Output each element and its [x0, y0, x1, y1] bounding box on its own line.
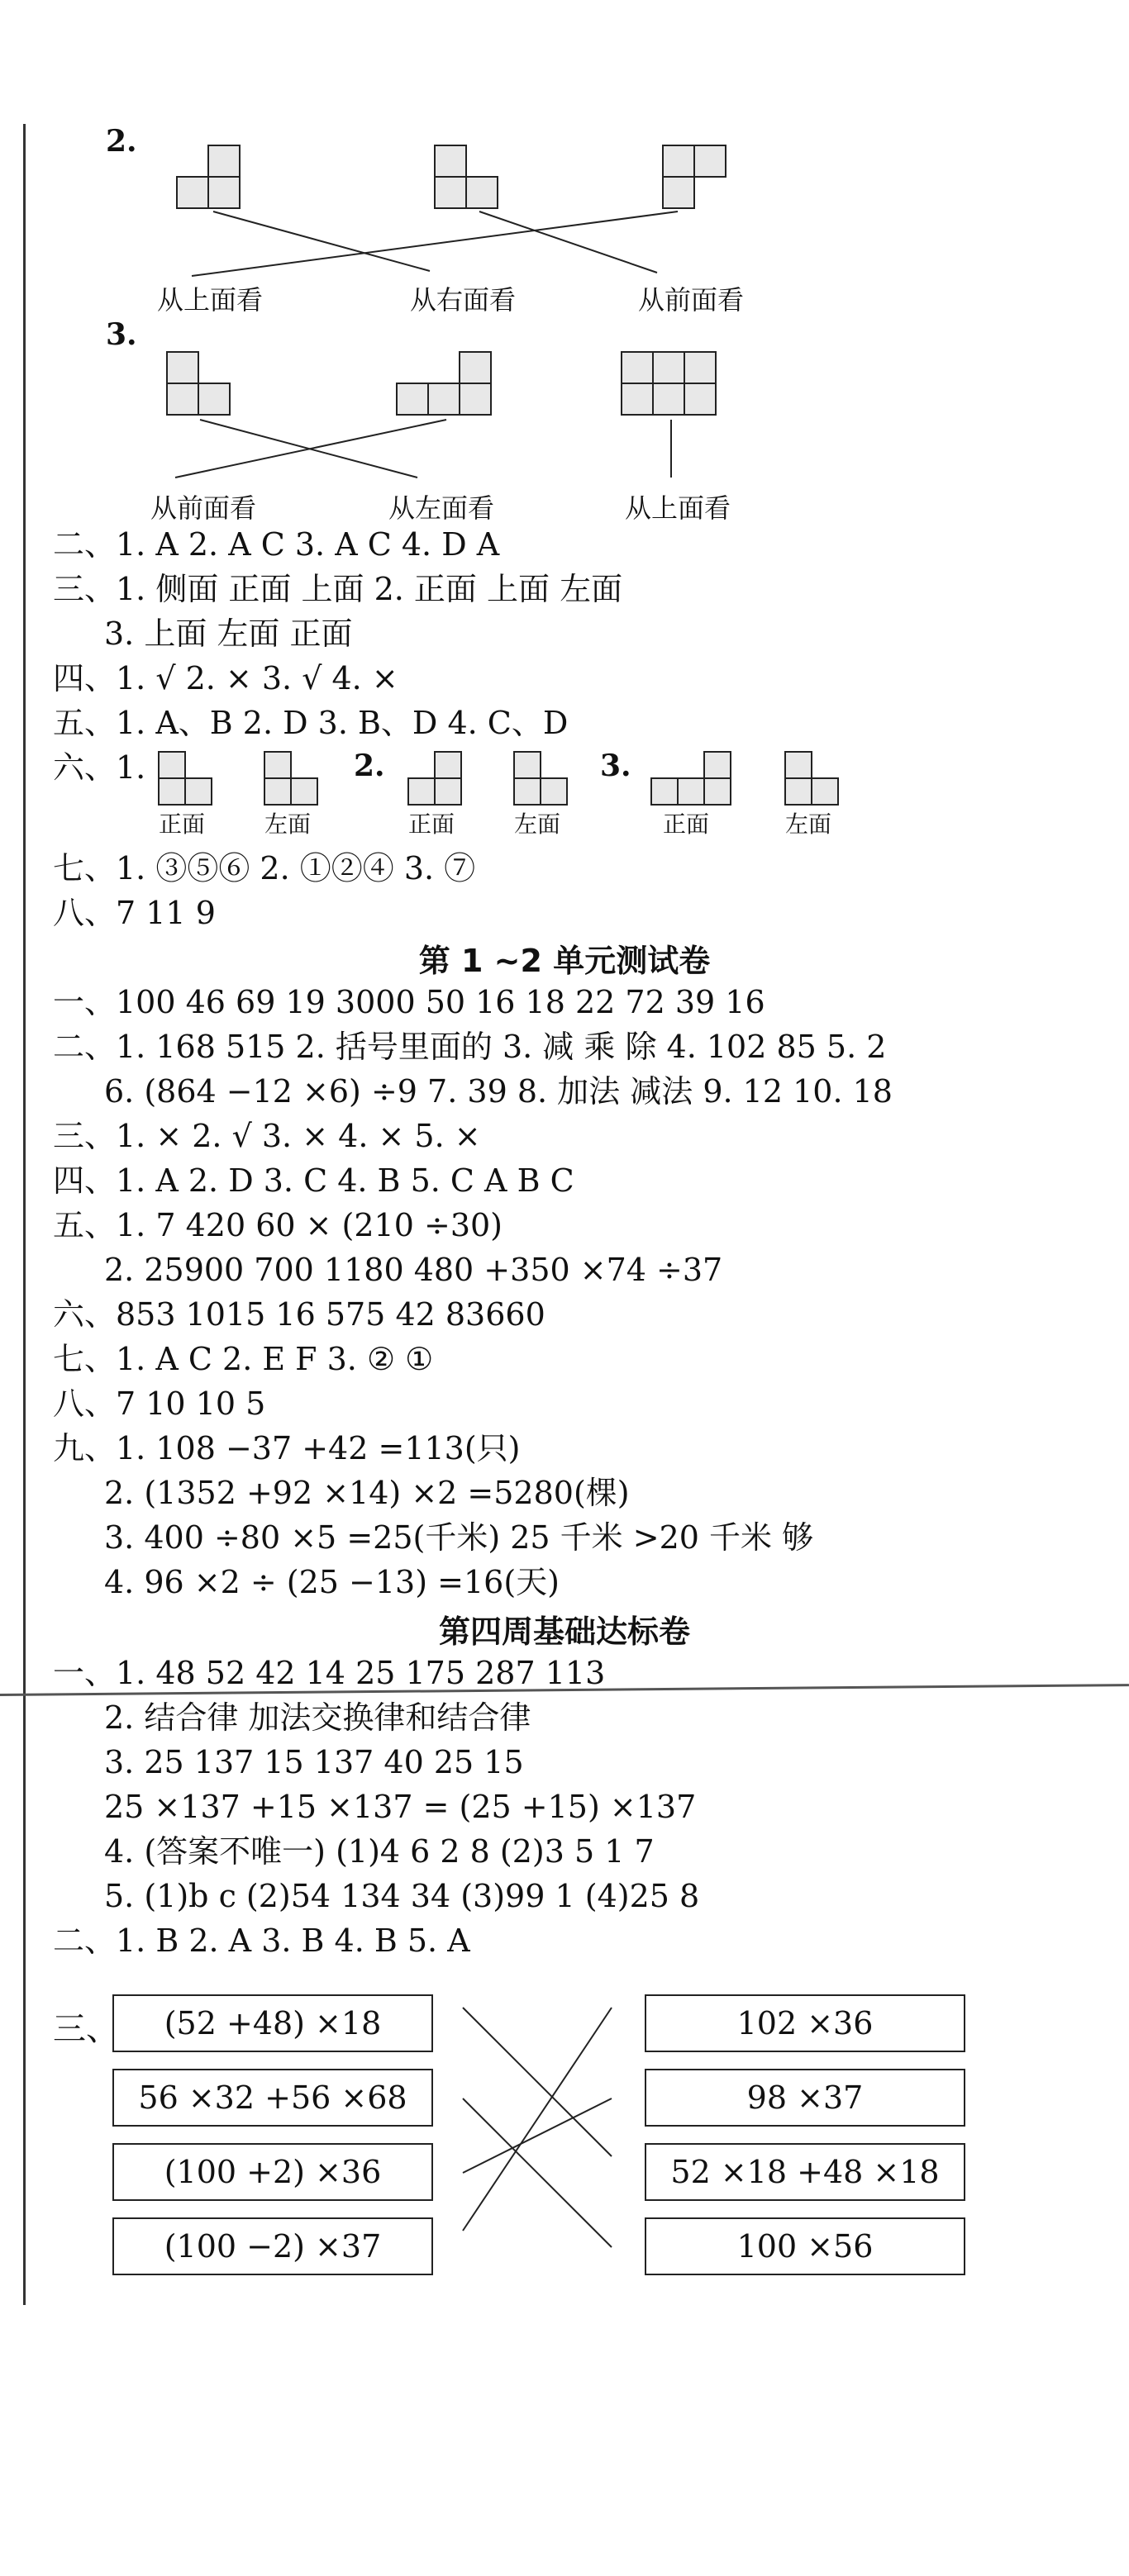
answer-line: 四、1. A 2. D 3. C 4. B 5. C A B C: [53, 1162, 574, 1199]
item3-label-left: 从左面看: [388, 492, 495, 524]
liu-label: 正面: [663, 810, 710, 838]
liu-shapes: [159, 752, 838, 805]
shape-3a: [167, 352, 230, 415]
liu-label: 正面: [408, 810, 455, 838]
right-expression-box: 102 ×36: [645, 1994, 965, 2052]
answer-line: 2. 25900 700 1180 480 +350 ×74 ÷37: [104, 1252, 723, 1288]
answer-line: 二、1. 168 515 2. 括号里面的 3. 减 乘 除 4. 102 85 5. 2: [53, 1029, 887, 1065]
answer-line: 一、100 46 69 19 3000 50 16 18 22 72 39 16: [53, 984, 765, 1020]
right-expression-box: 100 ×56: [645, 2217, 965, 2275]
liu-label: 左面: [785, 810, 832, 838]
answer-line: 二、1. B 2. A 3. B 4. B 5. A: [53, 1922, 470, 1959]
answer-line: 6. (864 −12 ×6) ÷9 7. 39 8. 加法 减法 9. 12 10. 18: [104, 1073, 893, 1110]
liu-label: 正面: [159, 810, 206, 838]
liu-label: 左面: [514, 810, 561, 838]
answer-line: 八、7 11 9: [53, 895, 216, 931]
answer-line: 一、1. 48 52 42 14 25 175 287 113: [53, 1655, 606, 1691]
right-expression-box: 98 ×37: [645, 2069, 965, 2127]
shape-3c: [622, 352, 716, 415]
answer-line: 2. 结合律 加法交换律和结合律: [104, 1699, 531, 1736]
item3-label-top: 从上面看: [625, 492, 731, 524]
answer-line: 三、1. × 2. √ 3. × 4. × 5. ×: [53, 1118, 481, 1154]
answer-line: 4. (答案不唯一) (1)4 6 2 8 (2)3 5 1 7: [104, 1833, 655, 1870]
answer-line: 六、853 1015 16 575 42 83660: [53, 1296, 545, 1333]
answer-line: 3. 25 137 15 137 40 25 15: [104, 1744, 524, 1780]
answer-line: 五、1. 7 420 60 × (210 ÷30): [53, 1207, 503, 1243]
liu-prefix: 六、1.: [53, 749, 146, 786]
answer-line: 3. 上面 左面 正面: [104, 615, 353, 652]
left-expression-box: 56 ×32 +56 ×68: [112, 2069, 433, 2127]
answer-line: 九、1. 108 −37 +42 =113(只): [53, 1430, 521, 1466]
answer-line: 七、1. A C 2. E F 3. ② ①: [53, 1341, 434, 1377]
shape-2c: [663, 145, 726, 208]
answer-line: 二、1. A 2. A C 3. A C 4. D A: [53, 526, 500, 563]
item3-match-lines: [175, 420, 671, 478]
answer-line: 七、1. ③⑤⑥ 2. ①②④ 3. ⑦: [53, 850, 476, 886]
answer-line: 4. 96 ×2 ÷ (25 −13) =16(天): [104, 1564, 560, 1600]
item2-match-lines: [192, 211, 678, 276]
shape-2b: [435, 145, 498, 208]
answer-line: 五、1. A、B 2. D 3. B、D 4. C、D: [53, 705, 569, 741]
item2-label-front: 从前面看: [638, 284, 745, 316]
answer-line: 3. 400 ÷80 ×5 =25(千米) 25 千米 >20 千米 够: [104, 1519, 814, 1556]
answer-line: 四、1. √ 2. × 3. √ 4. ×: [53, 660, 398, 696]
section-title-week: 第四周基础达标卷: [438, 1614, 690, 1650]
left-expression-box: (100 −2) ×37: [112, 2217, 433, 2275]
left-expression-box: (52 +48) ×18: [112, 1994, 433, 2052]
item3-label-front: 从前面看: [150, 492, 257, 524]
answer-line: 2. (1352 +92 ×14) ×2 =5280(棵): [104, 1475, 630, 1511]
matching-label: 三、: [53, 2010, 119, 2048]
shape-2a: [177, 145, 240, 208]
answer-line: 25 ×137 +15 ×137 = (25 +15) ×137: [104, 1789, 697, 1825]
answer-line: 5. (1)b c (2)54 134 34 (3)99 1 (4)25 8: [104, 1878, 700, 1914]
right-expression-box: 52 ×18 +48 ×18: [645, 2143, 965, 2201]
liu-number-2: 2.: [354, 749, 385, 783]
section-title-test: 第 1 ~2 单元测试卷: [418, 943, 711, 979]
liu-label: 左面: [264, 810, 312, 838]
shape-3b: [397, 352, 491, 415]
answer-line: 三、1. 侧面 正面 上面 2. 正面 上面 左面: [53, 571, 623, 607]
item2-number: 2.: [106, 124, 137, 159]
item2-label-right: 从右面看: [410, 284, 517, 316]
left-expression-box: (100 +2) ×36: [112, 2143, 433, 2201]
item2-label-top: 从上面看: [157, 284, 264, 316]
item3-number: 3.: [106, 317, 137, 352]
answer-line: 八、7 10 10 5: [53, 1385, 266, 1422]
liu-number-3: 3.: [600, 749, 631, 783]
